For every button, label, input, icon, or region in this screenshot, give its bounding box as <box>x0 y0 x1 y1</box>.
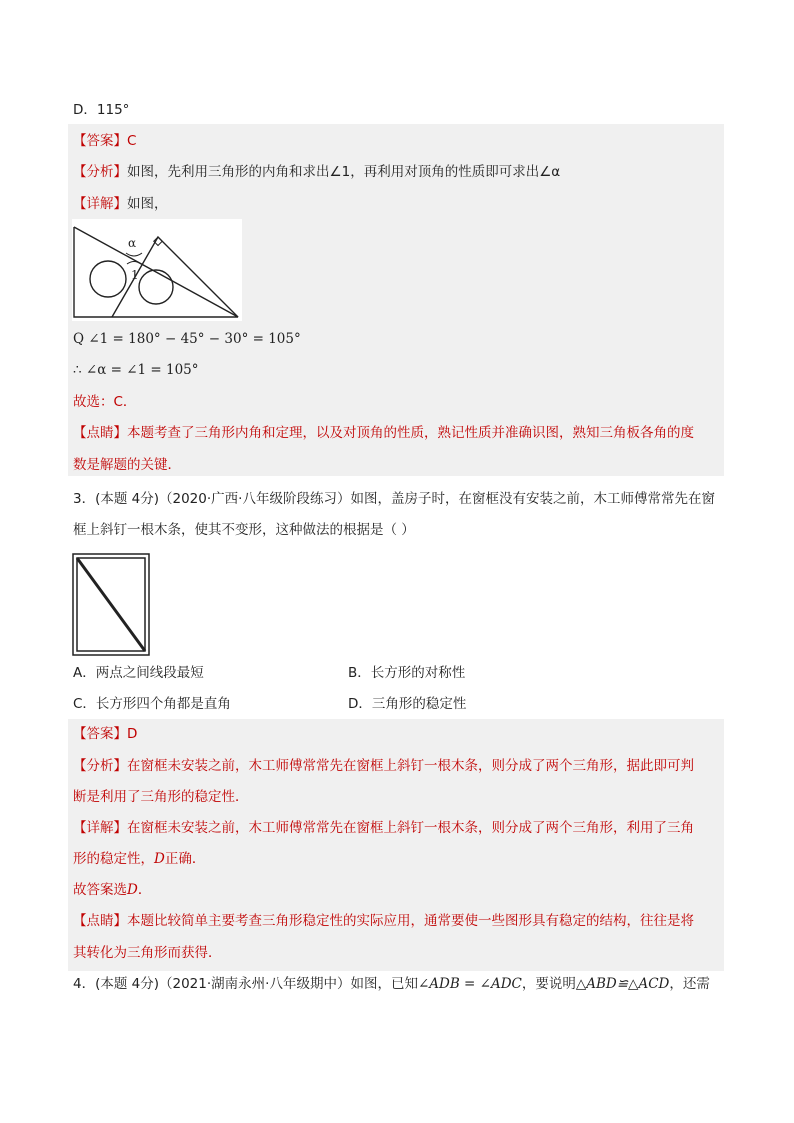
comment-text: 本题考查了三角形内角和定理，以及对顶角的性质，熟记性质并准确识图，熟知三角板各角的度 <box>127 425 694 441</box>
q3-comment-line-2: 其转化为三角形而获得． <box>73 945 222 961</box>
q4-stem-math-2: △ABD≌△ACD <box>575 976 670 992</box>
q2-triangle-figure <box>72 219 242 321</box>
q2-choose: 故选：C． <box>73 394 137 410</box>
q3-option-b: B．长方形的对称性 <box>348 665 466 681</box>
comment-tag: 【点睛】 <box>73 425 127 441</box>
q3-detail-line-1 <box>73 818 694 838</box>
analysis-text: 在窗框未安装之前，木工师傅常常先在窗框上斜钉一根木条，则分成了两个三角形，据此即可判 <box>127 758 694 774</box>
q3-option-d: D．三角形的稳定性 <box>348 696 467 712</box>
choose-end: ． <box>137 882 152 898</box>
q3-option-a: A．两点之间线段最短 <box>73 665 204 681</box>
label-one: 1 <box>131 268 139 282</box>
answer-tag: 【答案】 <box>73 133 127 149</box>
q2-comment-line-1 <box>73 423 694 443</box>
analysis-tag: 【分析】 <box>73 758 127 774</box>
q4-stem-math-1: ∠ADB = ∠ADC <box>417 976 522 992</box>
choose-text: 故答案选 <box>73 882 127 898</box>
detail-option-letter: D <box>154 851 165 867</box>
analysis-tag: 【分析】 <box>73 164 127 180</box>
q2-analysis <box>73 162 560 182</box>
q2-equation-1: Q ∠1 = 180° − 45° − 30° = 105° <box>73 331 301 347</box>
diagonal-brace <box>77 558 145 651</box>
q2-comment-line-2: 数是解题的关键． <box>73 457 181 473</box>
q4-stem-b: ，要说明 <box>521 976 576 992</box>
q3-choose <box>73 880 151 900</box>
detail-text: 在窗框未安装之前，木工师傅常常先在窗框上斜钉一根木条，则分成了两个三角形，利用了三角 <box>127 820 694 836</box>
answer-tag: 【答案】 <box>73 726 127 742</box>
choose-letter: D <box>127 882 138 898</box>
answer-value: C <box>127 133 137 149</box>
detail-text-a: 形的稳定性， <box>73 851 154 867</box>
q3-stem-line-2: 框上斜钉一根木条，使其不变形，这种做法的根据是（ ） <box>73 522 415 538</box>
detail-tag: 【详解】 <box>73 196 127 212</box>
comment-text: 本题比较简单主要考查三角形稳定性的实际应用，通常要使一些图形具有稳定的结构，往往是将 <box>127 913 694 929</box>
q2-detail <box>73 194 168 214</box>
q4-stem-a: 4．(本题 4分)（2021·湖南永州·八年级期中）如图，已知 <box>73 976 418 992</box>
q2-option-d: D．115° <box>73 102 130 118</box>
q3-stem-line-1: 3．(本题 4分)（2020·广西·八年级阶段练习）如图，盖房子时，在窗框没有安装之前，木工师傅常常先在窗 <box>73 491 715 507</box>
q3-analysis-line-1 <box>73 756 694 776</box>
q3-window-frame-figure <box>72 553 150 656</box>
q3-analysis-line-2: 断是利用了三角形的稳定性． <box>73 789 249 805</box>
q3-option-c: C．长方形四个角都是直角 <box>73 696 231 712</box>
q3-detail-line-2 <box>73 849 205 869</box>
detail-text: 如图， <box>127 196 168 212</box>
q2-equation-2: ∴ ∠α = ∠1 = 105° <box>73 362 199 378</box>
label-alpha: α <box>128 236 137 250</box>
detail-tag: 【详解】 <box>73 820 127 836</box>
q3-answer <box>73 724 137 744</box>
q2-answer <box>73 131 136 151</box>
detail-text-c: 正确． <box>164 851 206 867</box>
q4-stem <box>73 974 710 994</box>
q4-stem-c: ，还需 <box>669 976 710 992</box>
q3-comment-line-1 <box>73 911 694 931</box>
analysis-text: 如图，先利用三角形的内角和求出∠1，再利用对顶角的性质即可求出∠α <box>127 164 561 180</box>
answer-value: D <box>127 726 138 742</box>
comment-tag: 【点睛】 <box>73 913 127 929</box>
